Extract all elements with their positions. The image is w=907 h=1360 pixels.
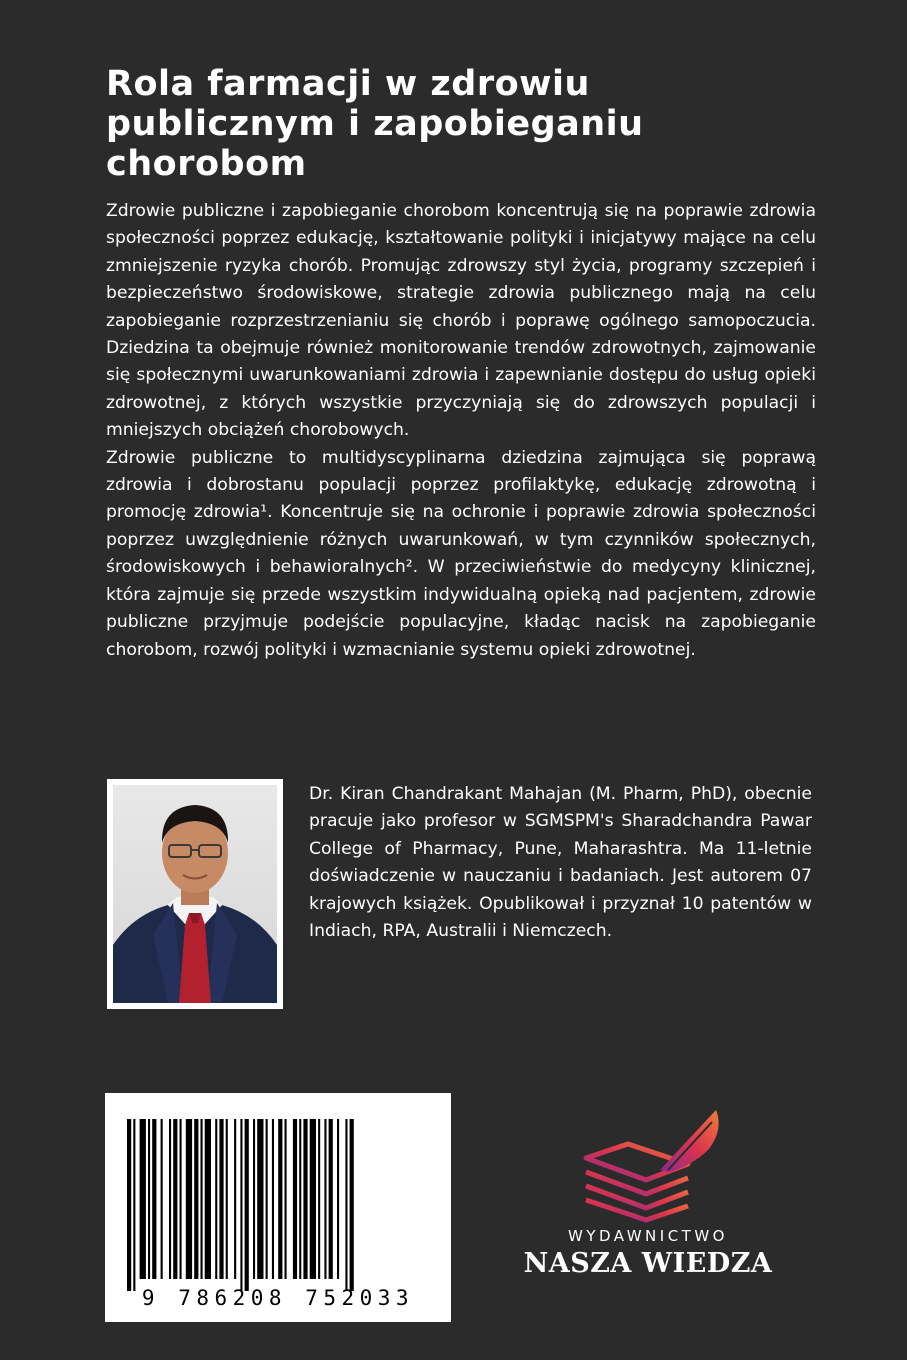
- barcode-bar: [272, 1119, 274, 1279]
- barcode-bar: [318, 1119, 320, 1279]
- barcode-bar: [245, 1119, 249, 1291]
- barcode-bar: [161, 1119, 163, 1279]
- barcode-bar: [133, 1119, 135, 1291]
- barcode-bar: [186, 1119, 192, 1279]
- barcode-bar: [350, 1119, 354, 1291]
- barcode-bar: [240, 1119, 242, 1291]
- description-paragraph-2: Zdrowie publiczne to multidyscyplinarna dziedzina zajmująca się poprawą zdrowia i dobrostanu populacji poprzez profilaktykę, edukację zdrowotną i promocję zdrowia¹. Koncentruje się na ochronie i poprawie zdrowia społeczności poprzez uwzględnienie różnych uwarunkowań, w tym czynników społecznych, środowiskowych i behawioralnych². W przeciwieństwie do medycyny klinicznej, która zajmuje się przede wszystkim indywidualną opieką nad pacjentem, zdrowie publiczne przyjmuje podejście populacyjne, kładąc nacisk na zapobieganie chorobom, rozwój polityki i wzmacnianie systemu opieki zdrowotnej.: [106, 447, 816, 660]
- barcode-bar: [303, 1119, 307, 1279]
- barcode-bar: [329, 1119, 333, 1279]
- publisher-name: NASZA WIEDZA: [523, 1248, 773, 1279]
- barcode-bar: [205, 1119, 211, 1279]
- barcode-bar: [293, 1119, 297, 1279]
- barcode-bar: [152, 1119, 156, 1279]
- barcode-bar: [310, 1119, 316, 1279]
- barcode-bar: [345, 1119, 347, 1291]
- barcode-bar: [173, 1119, 177, 1279]
- barcode-bar: [219, 1119, 223, 1279]
- barcode-bar: [127, 1119, 131, 1291]
- book-description: [106, 198, 816, 664]
- barcode-bar: [337, 1119, 339, 1279]
- author-photo: [107, 779, 283, 1009]
- description-paragraph-1: Zdrowie publiczne i zapobieganie chorobom koncentrują się na poprawie zdrowia społeczności poprzez edukację, kształtowanie polityki i inicjatywy mające na celu zmniejszenie ryzyka chorób. Promując zdrowszy styl życia, programy szczepień i bezpieczeństwo środowiskowe, strategie zdrowia publicznego mają na celu zapobieganie rozprzestrzenianiu się chorób i poprawę ogólnego samopoczucia. Dziedzina ta obejmuje również monitorowanie trendów zdrowotnych, zajmowanie się społecznymi uwarunkowaniami zdrowia i zapewnianie dostępu do usług opieki zdrowotnej, z których wszystkie przyczyniają się do zdrowszych populacji i mniejszych obciążeń chorobowych.: [106, 201, 816, 441]
- barcode-bar: [266, 1119, 268, 1279]
- barcode-bar: [299, 1119, 301, 1279]
- barcode-bar: [226, 1119, 228, 1279]
- barcode-bar: [234, 1119, 236, 1279]
- book-quill-logo-icon: [518, 1100, 778, 1225]
- barcode-bar: [148, 1119, 150, 1279]
- barcode-bar: [278, 1119, 282, 1279]
- barcode-bar: [285, 1119, 287, 1279]
- barcode-bar: [194, 1119, 198, 1279]
- isbn-number: 9 786208 752033: [141, 1286, 415, 1310]
- barcode-bar: [253, 1119, 255, 1279]
- book-title: Rola farmacji w zdrowiu publicznym i zapobieganiu chorobom: [106, 64, 644, 184]
- author-bio: Dr. Kiran Chandrakant Mahajan (M. Pharm, PhD), obecnie pracuje jako profesor w SGMSPM's Sharadchandra Pawar College of Pharmacy, Pune, Maharashtra. Ma 11-letnie doświadczenie w nauczaniu i badaniach. Jest autorem 07 krajowych książek. Opublikował i przyznał 10 patentów w Indiach, RPA, Australii i Niemczech.: [309, 784, 812, 942]
- barcode-bar: [215, 1119, 217, 1279]
- barcode-bar: [140, 1119, 146, 1279]
- isbn-barcode: [105, 1093, 451, 1322]
- publisher-logo: [518, 1100, 778, 1290]
- barcode-bar: [169, 1119, 171, 1279]
- barcode-bar: [201, 1119, 203, 1279]
- barcode-bar: [324, 1119, 326, 1279]
- barcode-bar: [257, 1119, 263, 1279]
- publisher-label: WYDAWNICTWO: [568, 1227, 728, 1245]
- barcode-bar: [180, 1119, 182, 1279]
